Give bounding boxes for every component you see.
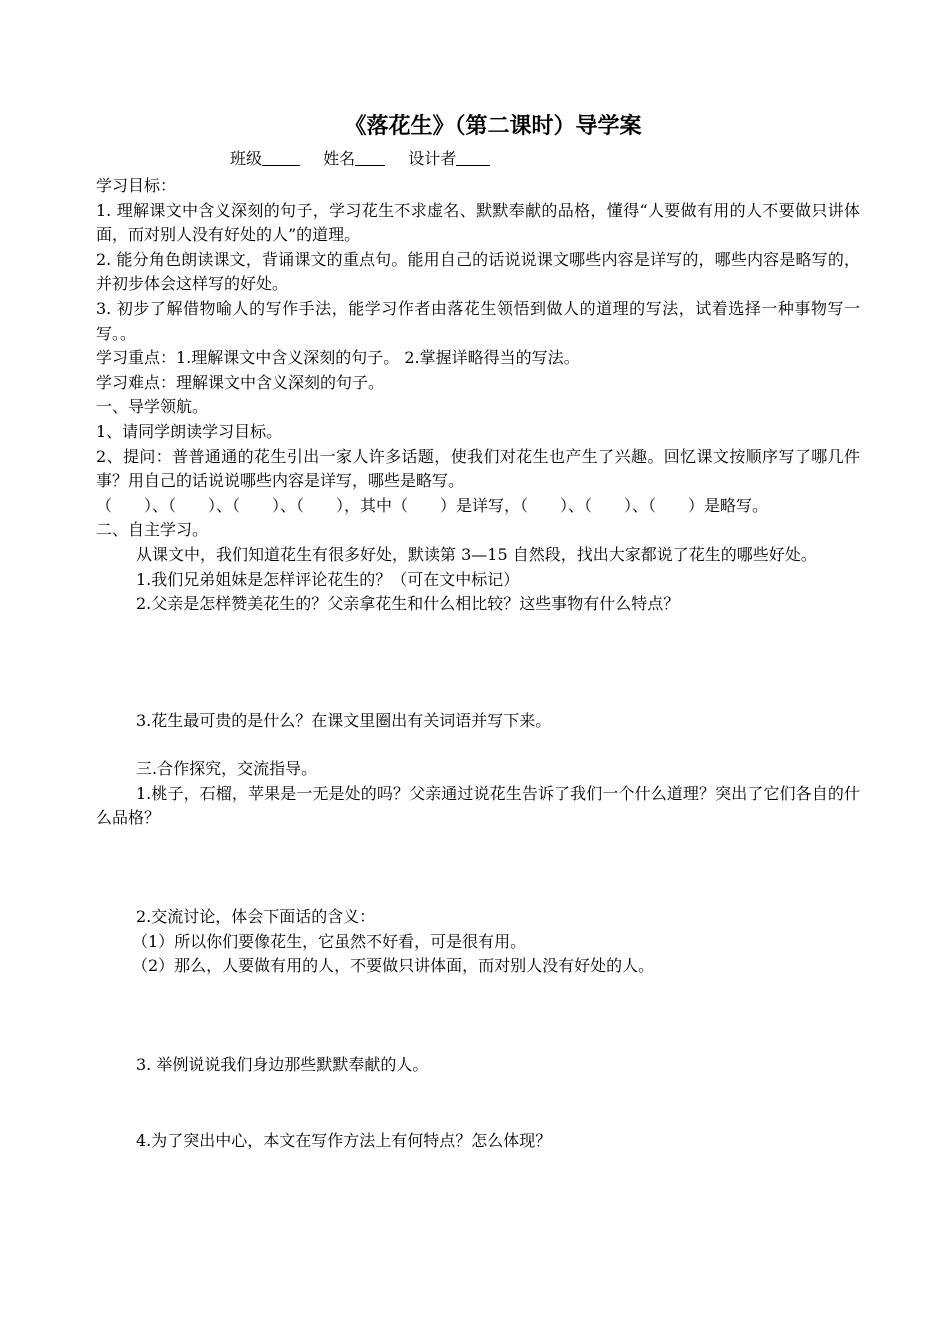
section2-question-1: 1.我们兄弟姐妹是怎样评论花生的？（可在文中标记） — [136, 569, 520, 589]
class-blank[interactable] — [262, 147, 300, 166]
class-field[interactable] — [230, 144, 300, 174]
answer-space[interactable] — [96, 733, 860, 757]
section3-question-2: 2.交流讨论，体会下面话的含义： — [136, 907, 376, 927]
objectives-heading: 学习目标： — [96, 176, 177, 195]
name-label: 姓名 — [323, 149, 356, 168]
section2-heading: 二、自主学习。 — [96, 520, 209, 540]
student-info-row — [96, 144, 860, 174]
designer-blank[interactable] — [456, 147, 490, 166]
objective-3: 3. 初步了解借物喻人的写作手法，能学习作者由落花生领悟到做人的道理的写法，试着选择一种事物写一写。。 — [96, 298, 860, 343]
section1-item-2: 2、提问：普普通通的花生引出一家人许多话题，使我们对花生也产生了兴趣。回忆课文按顺序写了哪几件事？用自己的话说说哪些内容是详写，哪些是略写。 — [96, 446, 860, 491]
section3-heading: 三.合作探究，交流指导。 — [136, 759, 318, 779]
section2-intro: 从课文中，我们知道花生有很多好处，默读第 3—15 自然段，找出大家都说了花生的哪些好处。 — [136, 544, 817, 564]
document-page — [96, 108, 860, 1154]
designer-field[interactable] — [408, 144, 490, 174]
section2-question-2: 2.父亲是怎样赞美花生的？父亲拿花生和什么相比较？这些事物有什么特点？ — [136, 594, 680, 614]
class-label: 班级 — [230, 149, 263, 168]
answer-space[interactable] — [96, 831, 860, 905]
section3-quote-2: （2）那么，人要做有用的人，不要做只讲体面，而对别人没有好处的人。 — [132, 956, 655, 976]
key-points: 学习重点：1.理解课文中含义深刻的句子。 2.掌握详略得当的写法。 — [96, 348, 580, 368]
answer-space[interactable] — [96, 1077, 860, 1129]
section3-quote-1: （1）所以你们要像花生，它虽然不好看，可是很有用。 — [132, 931, 527, 951]
section1-fill-line[interactable]: （ ）、（ ）、（ ）、（ ），其中（ ）是详写，（ ）、（ ）、（ ）是略写。 — [96, 495, 769, 515]
section3-question-4: 4.为了突出中心，本文在写作方法上有何特点？怎么体现？ — [136, 1131, 552, 1151]
section3-question-1: 1.桃子，石榴，苹果是一无是处的吗？父亲通过说花生告诉了我们一个什么道理？突出了它们各自的什么品格？ — [96, 783, 860, 828]
objective-1: 1. 理解课文中含义深刻的句子，学习花生不求虚名、默默奉献的品格，懂得“人要做有用的人不要做只讲体面，而对别人没有好处的人”的道理。 — [96, 200, 860, 245]
section1-item-1: 1、请同学朗读学习目标。 — [96, 421, 283, 441]
objective-2: 2. 能分角色朗读课文，背诵课文的重点句。能用自己的话说说课文哪些内容是详写的，哪些内容是略写的，并初步体会这样写的好处。 — [96, 249, 860, 294]
page-title: 《落花生》（第二课时）导学案 — [344, 113, 642, 139]
section2-question-3: 3.花生最可贵的是什么？在课文里圈出有关词语并写下来。 — [136, 710, 552, 730]
difficulty: 学习难点：理解课文中含义深刻的句子。 — [96, 372, 385, 392]
designer-label: 设计者 — [408, 149, 457, 168]
section3-question-3: 3. 举例说说我们身边那些默默奉献的人。 — [136, 1054, 429, 1074]
name-blank[interactable] — [355, 147, 385, 166]
name-field[interactable] — [323, 144, 385, 174]
section1-heading: 一、导学领航。 — [96, 397, 209, 417]
answer-space[interactable] — [96, 617, 860, 709]
answer-space[interactable] — [96, 979, 860, 1053]
